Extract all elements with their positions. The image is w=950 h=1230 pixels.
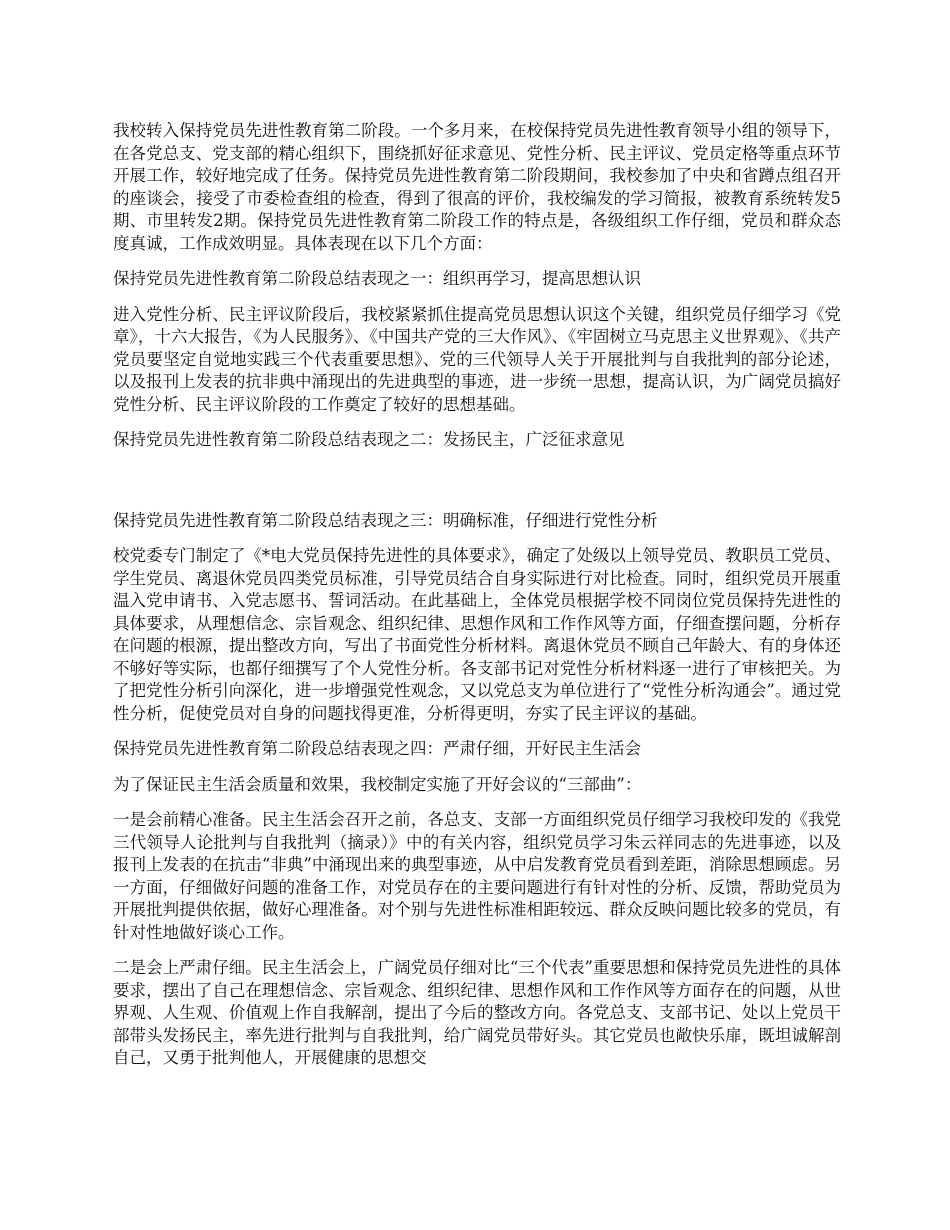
section-4-step-2: 二是会上严肃仔细。民主生活会上，广阔党员仔细对比“三个代表”重要思想和保持党员先进性的具体要求，摆出了自己在理想信念、宗旨观念、组织纪律、思想作风和工作作风等方面存在的问题，从世界观、人生观、价值观上作自我解剖，提出了今后的整改方向。各党总支、支部书记、处以上党员干部带头发扬民主，率先进行批判与自我批判，给广阔党员带好头。其它党员也敞快乐扉，既坦诚解剖自己，又勇于批判他人，开展健康的思想交 [113,958,841,1067]
section-heading-2: 保持党员先进性教育第二阶段总结表现之二：发扬民主，广泛征求意见 [113,430,625,449]
blank-space [113,465,841,510]
document-body [113,120,841,1083]
section-4-step-1: 一是会前精心准备。民主生活会召开之前，各总支、支部一方面组织党员仔细学习我校印发的《我党三代领导人论批判与自我批判（摘录）》中的有关内容，组织党员学习朱云祥同志的先进事迹，以及报刊上发表的在抗击“非典”中涌现出来的典型事迹，从中启发教育党员看到差距，消除思想顾虑。另一方面，仔细做好问题的准备工作，对党员存在的主要问题进行有针对性的分析、反馈，帮助党员为开展批判提供依据，做好心理准备。对个别与先进性标准相距较远、群众反映问题比较多的党员，有针对性地做好谈心工作。 [113,810,841,942]
section-1-paragraph: 进入党性分析、民主评议阶段后，我校紧紧抓住提高党员思想认识这个关键，组织党员仔细学习《党章》，十六大报告，《为人民服务》、《中国共产党的三大作风》、《牢固树立马克思主义世界观》、《共产党员要坚定自觉地实践三个代表重要思想》、党的三代领导人关于开展批判与自我批判的部分论述，以及报刊上发表的抗非典中涌现出的先进典型的事迹，进一步统一思想，提高认识，为广阔党员搞好党性分析、民主评议阶段的工作奠定了较好的思想基础。 [113,304,841,414]
section-4-intro: 为了保证民主生活会质量和效果，我校制定实施了开好会议的“三部曲”： [113,774,642,794]
section-heading-4: 保持党员先进性教育第二阶段总结表现之四：严肃仔细，开好民主生活会 [113,739,641,758]
intro-paragraph: 我校转入保持党员先进性教育第二阶段。一个多月来，在校保持党员先进性教育领导小组的领导下，在各党总支、党支部的精心组织下，围绕抓好征求意见、党性分析、民主评议、党员定格等重点环节开展工作，较好地完成了任务。保持党员先进性教育第二阶段期间，我校参加了中央和省蹲点组召开的座谈会，接受了市委检查组的检查，得到了很高的评价，我校编发的学习简报，被教育系统转发5期、市里转发2期。保持党员先进性教育第二阶段工作的特点是，各级组织工作仔细，党员和群众态度真诚，工作成效明显。具体表现在以下几个方面： [113,121,841,253]
section-3-paragraph: 校党委专门制定了《*电大党员保持先进性的具体要求》，确定了处级以上领导党员、教职员工党员、学生党员、离退休党员四类党员标准，引导党员结合自身实际进行对比检查。同时，组织党员开展重温入党申请书、入党志愿书、誓词活动。在此基础上，全体党员根据学校不同岗位党员保持先进性的具体要求，从理想信念、宗旨观念、组织纪律、思想作风和工作作风等方面，仔细查摆问题，分析存在问题的根源，提出整改方向，写出了书面党性分析材料。离退休党员不顾自己年龄大、有的身体还不够好等实际，也都仔细撰写了个人党性分析。各支部书记对党性分析材料逐一进行了审核把关。为了把党性分析引向深化，进一步增强党性观念，又以党总支为单位进行了“党性分析沟通会”。通过党性分析，促使党员对自身的问题找得更准，分析得更明，夯实了民主评议的基础。 [113,546,841,723]
section-heading-1: 保持党员先进性教育第二阶段总结表现之一：组织再学习，提高思想认识 [113,269,641,288]
section-heading-3: 保持党员先进性教育第二阶段总结表现之三：明确标准，仔细进行党性分析 [113,510,658,530]
